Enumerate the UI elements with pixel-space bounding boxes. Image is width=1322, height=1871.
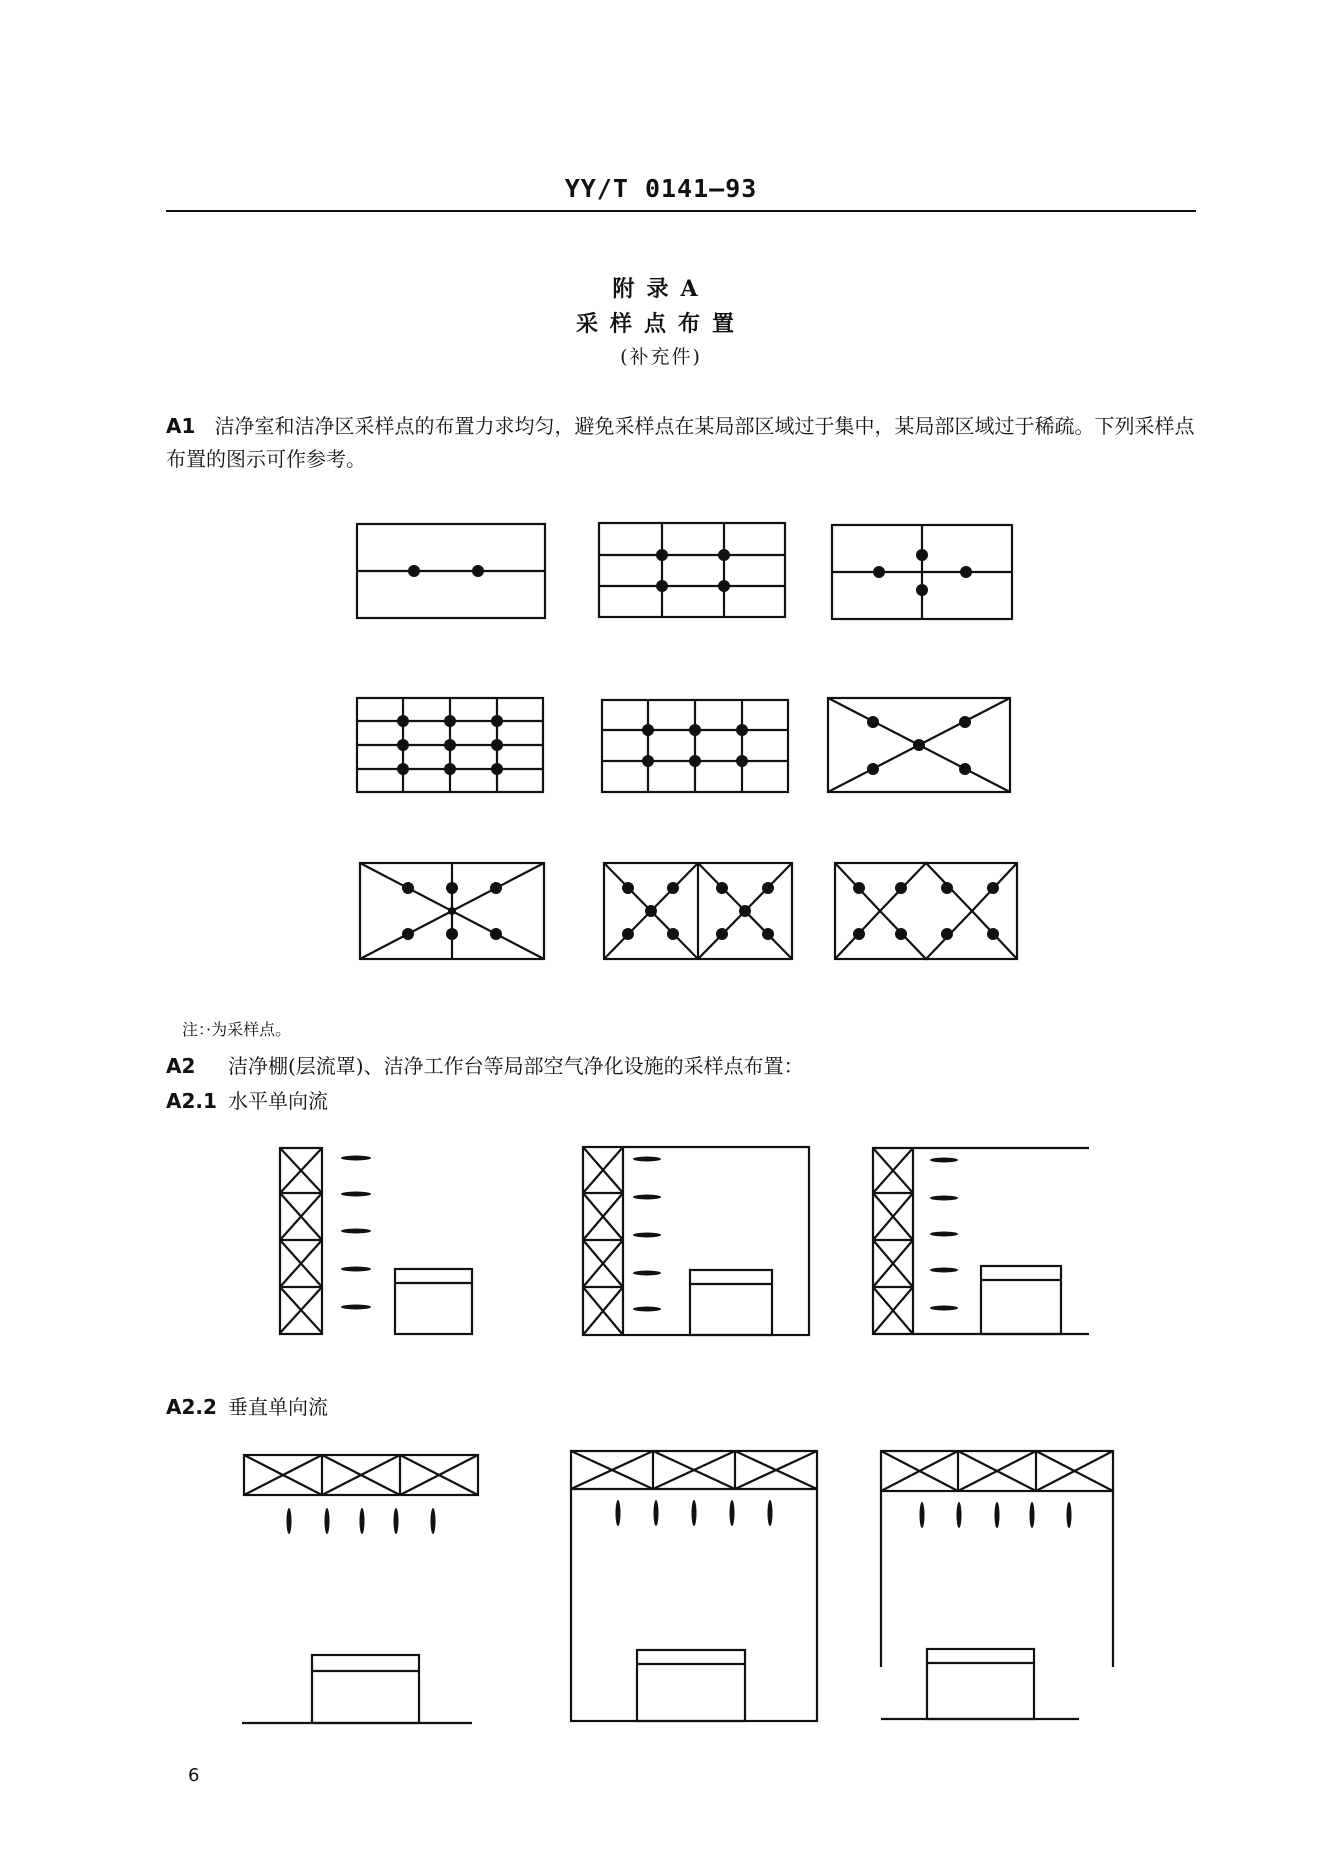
sampling-point xyxy=(987,928,999,940)
sampling-point xyxy=(490,928,502,940)
airflow-arrow-icon xyxy=(930,1196,958,1201)
sampling-point xyxy=(916,584,928,596)
section-a21-line xyxy=(166,1085,328,1114)
sampling-point xyxy=(408,565,420,577)
sampling-point xyxy=(444,739,456,751)
airflow-arrow-icon xyxy=(325,1508,330,1534)
appendix-title: 采样点布置 xyxy=(575,311,746,337)
sampling-point xyxy=(736,724,748,736)
sampling-point xyxy=(397,763,409,775)
sampling-point xyxy=(472,565,484,577)
airflow-arrow-icon xyxy=(930,1268,958,1273)
appendix-subtitle: (补充件) xyxy=(620,346,702,368)
sampling-point xyxy=(960,566,972,578)
airflow-arrow-icon xyxy=(633,1307,661,1312)
sampling-point xyxy=(716,928,728,940)
page-number: 6 xyxy=(188,1765,200,1786)
airflow-arrow-icon xyxy=(957,1502,962,1528)
sampling-point xyxy=(446,928,458,940)
airflow-arrow-icon xyxy=(692,1500,697,1526)
sampling-point xyxy=(762,882,774,894)
layout-diagram-8 xyxy=(603,862,793,960)
sampling-point xyxy=(959,716,971,728)
section-a22-line xyxy=(166,1391,328,1420)
sampling-point xyxy=(444,763,456,775)
airflow-arrow-icon xyxy=(633,1271,661,1276)
horizontal-flow-diagram-3 xyxy=(871,1146,1091,1336)
sampling-point xyxy=(491,739,503,751)
section-a1-paragraph xyxy=(166,410,1196,476)
sampling-point xyxy=(642,724,654,736)
section-a21-number: A2.1 xyxy=(166,1089,217,1113)
sampling-point xyxy=(622,882,634,894)
section-a1-text: 洁净室和洁净区采样点的布置力求均匀，避免采样点在某局部区域过于集中，某局部区域过于稀疏。下列采样点布置的图示可作参考。 xyxy=(166,414,1195,471)
airflow-arrow-icon xyxy=(654,1500,659,1526)
sampling-point xyxy=(853,928,865,940)
sampling-point xyxy=(689,724,701,736)
airflow-arrow-icon xyxy=(930,1232,958,1237)
sampling-point xyxy=(402,928,414,940)
sampling-point xyxy=(667,882,679,894)
legend-note: 注：·为采样点。 xyxy=(182,1020,292,1039)
sampling-point xyxy=(941,882,953,894)
sampling-point xyxy=(873,566,885,578)
airflow-arrow-icon xyxy=(431,1508,436,1534)
sampling-point xyxy=(397,715,409,727)
sampling-point xyxy=(444,715,456,727)
sampling-point xyxy=(448,907,456,915)
sampling-point xyxy=(895,928,907,940)
layout-diagram-1 xyxy=(356,523,546,619)
airflow-arrow-icon xyxy=(341,1192,371,1197)
airflow-arrow-icon xyxy=(1030,1502,1035,1528)
sampling-point xyxy=(736,755,748,767)
sampling-point xyxy=(913,739,925,751)
airflow-arrow-icon xyxy=(341,1229,371,1234)
airflow-arrow-icon xyxy=(341,1156,371,1161)
section-a2-line xyxy=(166,1050,804,1079)
sampling-point xyxy=(397,739,409,751)
vertical-flow-diagram-2 xyxy=(569,1449,819,1724)
sampling-point xyxy=(762,928,774,940)
sampling-point xyxy=(689,755,701,767)
sampling-point xyxy=(853,882,865,894)
section-a22-number: A2.2 xyxy=(166,1395,217,1419)
layout-diagram-6 xyxy=(827,697,1011,793)
sampling-point xyxy=(867,716,879,728)
layout-diagram-5 xyxy=(601,699,789,793)
vertical-flow-diagram-3 xyxy=(879,1449,1119,1724)
sampling-point xyxy=(622,928,634,940)
sampling-point xyxy=(642,755,654,767)
airflow-arrow-icon xyxy=(633,1157,661,1162)
sampling-point xyxy=(895,882,907,894)
section-a1-number: A1 xyxy=(166,414,196,438)
sampling-point xyxy=(959,763,971,775)
airflow-arrow-icon xyxy=(341,1267,371,1272)
sampling-point xyxy=(916,549,928,561)
airflow-arrow-icon xyxy=(633,1233,661,1238)
section-a22-text: 垂直单向流 xyxy=(228,1395,328,1419)
sampling-point xyxy=(656,580,668,592)
sampling-point xyxy=(491,715,503,727)
sampling-point xyxy=(718,580,730,592)
sampling-point xyxy=(718,549,730,561)
airflow-arrow-icon xyxy=(341,1305,371,1310)
appendix-label: 附录A xyxy=(612,276,710,302)
header-rule xyxy=(166,210,1196,212)
sampling-point xyxy=(402,882,414,894)
vertical-flow-diagram-1 xyxy=(240,1453,480,1728)
horizontal-flow-diagram-2 xyxy=(581,1145,811,1337)
section-a21-text: 水平单向流 xyxy=(228,1089,328,1113)
airflow-arrow-icon xyxy=(768,1500,773,1526)
airflow-arrow-icon xyxy=(287,1508,292,1534)
airflow-arrow-icon xyxy=(920,1502,925,1528)
sampling-point xyxy=(667,928,679,940)
sampling-point xyxy=(645,905,657,917)
layout-diagram-2 xyxy=(598,522,786,618)
sampling-point xyxy=(656,549,668,561)
airflow-arrow-icon xyxy=(394,1508,399,1534)
sampling-point xyxy=(446,882,458,894)
sampling-point xyxy=(716,882,728,894)
airflow-arrow-icon xyxy=(1067,1502,1072,1528)
airflow-arrow-icon xyxy=(616,1500,621,1526)
layout-diagram-7 xyxy=(359,862,545,960)
section-a2-number: A2 xyxy=(166,1054,196,1078)
airflow-arrow-icon xyxy=(995,1502,1000,1528)
sampling-point xyxy=(490,882,502,894)
section-a2-text: 洁净棚(层流罩)、洁净工作台等局部空气净化设施的采样点布置： xyxy=(228,1054,804,1078)
airflow-arrow-icon xyxy=(930,1306,958,1311)
sampling-point xyxy=(941,928,953,940)
horizontal-flow-diagram-1 xyxy=(276,1147,486,1337)
standard-code-header: YY/T 0141—93 xyxy=(564,174,758,203)
airflow-arrow-icon xyxy=(633,1195,661,1200)
layout-diagram-3 xyxy=(831,524,1013,620)
layout-diagram-9 xyxy=(834,862,1018,960)
sampling-point xyxy=(987,882,999,894)
sampling-point xyxy=(739,905,751,917)
airflow-arrow-icon xyxy=(730,1500,735,1526)
layout-diagram-4 xyxy=(356,697,544,793)
airflow-arrow-icon xyxy=(360,1508,365,1534)
sampling-point xyxy=(867,763,879,775)
sampling-point xyxy=(491,763,503,775)
airflow-arrow-icon xyxy=(930,1158,958,1163)
